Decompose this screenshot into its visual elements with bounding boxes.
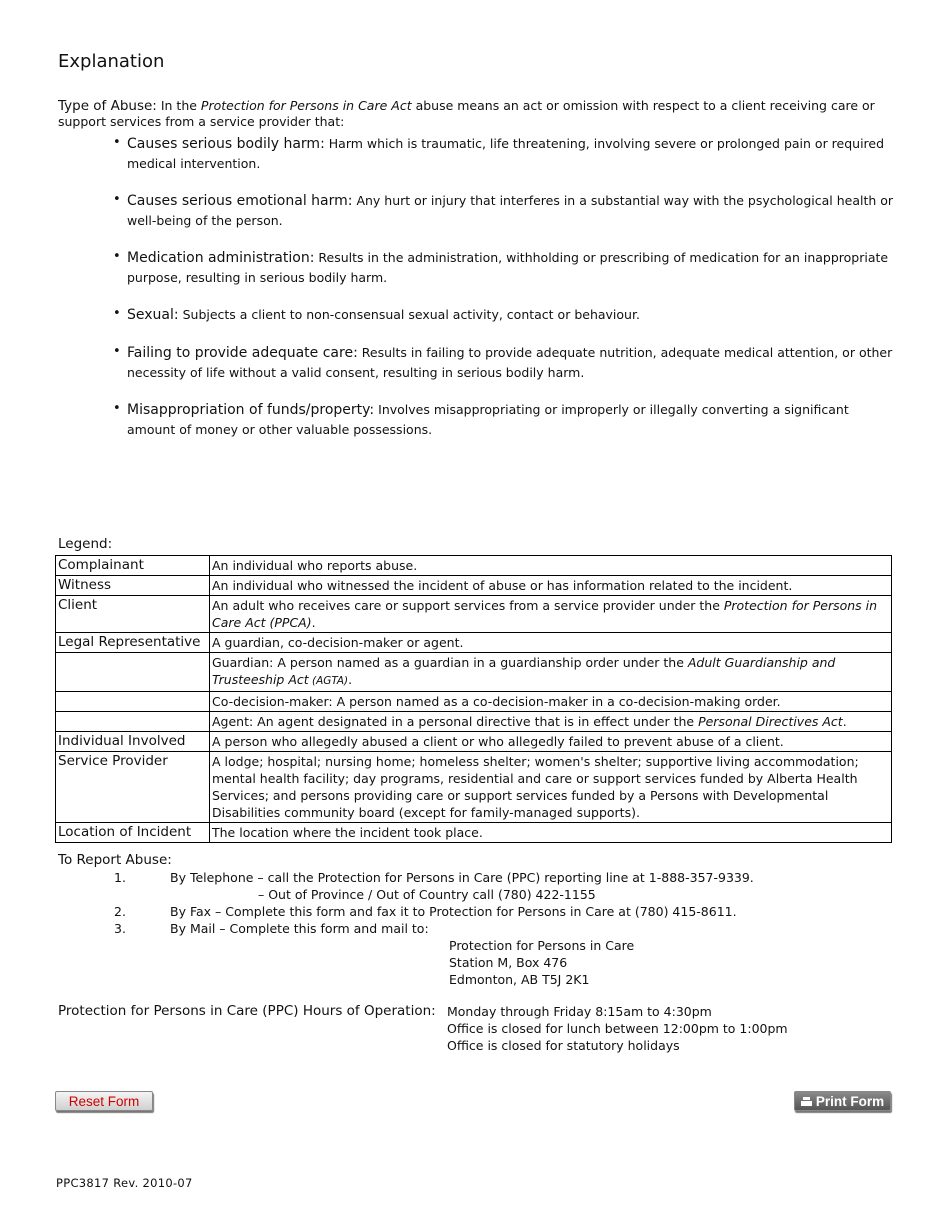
hours-line: Office is closed for lunch between 12:00pm to 1:00pm <box>447 1021 788 1036</box>
legend-definition: A lodge; hospital; nursing home; homeless shelter; women's shelter; supportive living accommodation; mental health facility; day programs, residential and care or support services funded by Alberta Health Services; and persons providing care or support services funded by a Persons with Developmental Disabilities community board (except for family-managed supports). <box>210 752 892 823</box>
abuse-desc: Harm which is traumatic, life threatening, involving severe or prolonged pain or required medical intervention. <box>127 136 885 171</box>
item-text: By Telephone – call the Protection for Persons in Care (PPC) reporting line at 1-888-357-9339. <box>170 870 754 885</box>
table-row <box>56 692 892 712</box>
abuse-type-list <box>113 134 898 457</box>
act-name: Protection for Persons in Care Act <box>200 98 412 113</box>
definition-text: Guardian: A person named as a guardian in a guardianship order under the <box>212 655 688 670</box>
abuse-term: Misappropriation of funds/property: <box>127 402 375 418</box>
hours-line: Office is closed for statutory holidays <box>447 1038 680 1053</box>
item-text: By Mail – Complete this form and mail to: <box>170 921 429 936</box>
list-item <box>58 869 888 886</box>
abuse-term: Causes serious emotional harm: <box>127 193 353 209</box>
table-row <box>56 732 892 752</box>
address-line <box>58 971 888 988</box>
abuse-term: Sexual: <box>127 307 179 323</box>
table-row <box>56 712 892 732</box>
legend-definition: Co-decision-maker: A person named as a co-decision-maker in a co-decision-making order. <box>210 692 892 712</box>
intro-text-after: abuse means an act or omission with respect to a client receiving care or support services from a service provider that: <box>58 98 875 129</box>
list-item <box>113 248 898 287</box>
table-row <box>56 556 892 576</box>
address-line <box>58 937 888 954</box>
legend-label: Legend: <box>58 536 113 552</box>
list-item <box>113 305 898 325</box>
definition-text: . <box>311 615 316 630</box>
legend-term-empty <box>56 692 210 712</box>
legend-definition: A guardian, co-decision-maker or agent. <box>210 633 892 653</box>
abuse-desc: Any hurt or injury that interferes in a substantial way with the psychological health or well-being of the person. <box>127 193 894 228</box>
out-of-province-line: – Out of Province / Out of Country call (780) 422-1155 <box>258 887 596 902</box>
address-text: Edmonton, AB T5J 2K1 <box>449 972 590 987</box>
table-row <box>56 653 892 692</box>
legend-table <box>55 555 892 843</box>
definition-act: Personal Directives Act <box>698 714 843 729</box>
legend-term: Client <box>56 596 210 633</box>
address-text: Protection for Persons in Care <box>449 938 635 953</box>
legend-term-empty <box>56 712 210 732</box>
print-form-button[interactable] <box>794 1091 891 1111</box>
item-text: By Fax – Complete this form and fax it to Protection for Persons in Care at (780) 415-8611. <box>170 904 737 919</box>
hours-values <box>447 1003 788 1054</box>
abuse-intro <box>58 98 888 130</box>
list-item <box>58 886 888 903</box>
abuse-term: Medication administration: <box>127 250 315 266</box>
printer-icon <box>801 1094 812 1109</box>
definition-act: Adult Guardianship and Trusteeship Act <box>212 655 836 687</box>
definition-text: Agent: An agent designated in a personal directive that is in effect under the <box>212 714 699 729</box>
item-number: 1. <box>114 870 126 885</box>
abuse-desc: Results in failing to provide adequate nutrition, adequate medical attention, or other necessity of life without a valid consent, resulting in serious bodily harm. <box>127 345 893 380</box>
definition-text: . <box>842 714 847 729</box>
list-item <box>58 920 888 937</box>
legend-term: Service Provider <box>56 752 210 823</box>
legend-definition: The location where the incident took place. <box>210 823 892 843</box>
legend-definition <box>210 653 892 692</box>
table-row <box>56 596 892 633</box>
hours-line: Monday through Friday 8:15am to 4:30pm <box>447 1004 712 1019</box>
legend-term: Individual Involved <box>56 732 210 752</box>
abuse-term: Causes serious bodily harm: <box>127 136 325 152</box>
page-title: Explanation <box>58 51 165 72</box>
reset-form-button[interactable] <box>55 1091 153 1111</box>
legend-term: Legal Representative <box>56 633 210 653</box>
legend-term-empty <box>56 653 210 692</box>
legend-definition <box>210 712 892 732</box>
table-row <box>56 576 892 596</box>
intro-text: In the <box>156 98 201 113</box>
address-line <box>58 954 888 971</box>
list-item <box>58 903 888 920</box>
legend-term: Witness <box>56 576 210 596</box>
definition-text: . <box>348 672 353 687</box>
definition-text: An adult who receives care or support services from a service provider under the <box>212 598 724 613</box>
abuse-desc: Results in the administration, withholding or prescribing of medication for an inappropriate purpose, resulting in serious bodily harm. <box>127 250 889 285</box>
table-row <box>56 633 892 653</box>
table-row <box>56 752 892 823</box>
hours-label: Protection for Persons in Care (PPC) Hours of Operation: <box>58 1003 436 1019</box>
legend-term: Location of Incident <box>56 823 210 843</box>
intro-lead: Type of Abuse: <box>58 98 157 114</box>
item-number: 3. <box>114 921 126 936</box>
abuse-desc: Subjects a client to non-consensual sexual activity, contact or behaviour. <box>178 307 640 322</box>
address-text: Station M, Box 476 <box>449 955 568 970</box>
list-item <box>113 191 898 230</box>
legend-definition <box>210 596 892 633</box>
abuse-term: Failing to provide adequate care: <box>127 345 358 361</box>
definition-act: Protection for Persons in Care Act (PPCA) <box>212 598 878 630</box>
list-item <box>113 134 898 173</box>
legend-definition: An individual who reports abuse. <box>210 556 892 576</box>
report-abuse-section <box>58 852 888 988</box>
list-item <box>113 400 898 439</box>
legend-definition: A person who allegedly abused a client or who allegedly failed to prevent abuse of a client. <box>210 732 892 752</box>
reset-button-label: Reset Form <box>68 1093 140 1109</box>
legend-term: Complainant <box>56 556 210 576</box>
legend-definition: An individual who witnessed the incident of abuse or has information related to the incident. <box>210 576 892 596</box>
print-button-label: Print Form <box>815 1093 885 1109</box>
report-heading: To Report Abuse: <box>58 852 172 868</box>
table-row <box>56 823 892 843</box>
definition-abbrev: (AGTA) <box>308 675 349 687</box>
form-code: PPC3817 Rev. 2010-07 <box>56 1176 193 1190</box>
list-item <box>113 343 898 382</box>
item-number: 2. <box>114 904 126 919</box>
abuse-desc: Involves misappropriating or improperly or illegally converting a significant amount of money or other valuable possessions. <box>127 402 849 437</box>
